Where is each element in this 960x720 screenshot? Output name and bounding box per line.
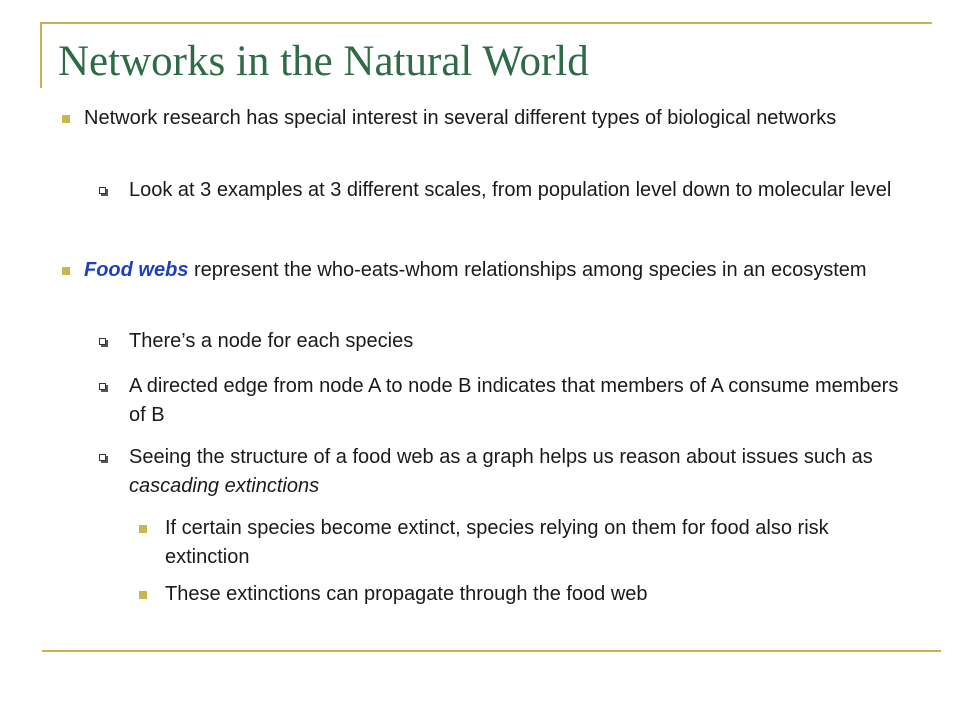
bullet-food-webs xyxy=(84,256,914,285)
bullet-network-research xyxy=(84,104,914,133)
sub-bullet-three-examples xyxy=(129,176,919,205)
hollow-square-bullet-icon xyxy=(99,187,106,194)
square-bullet-icon xyxy=(62,267,70,275)
square-bullet-icon xyxy=(62,115,70,123)
cascading-extinctions-term: cascading extinctions xyxy=(129,475,320,497)
bullet-text: There’s a node for each species xyxy=(129,330,414,352)
hollow-square-bullet-icon xyxy=(99,454,106,461)
square-bullet-icon xyxy=(139,591,147,599)
sub-bullet-node-per-species xyxy=(129,327,919,356)
bullet-text: A directed edge from node A to node B indicates that members of A consume members of B xyxy=(129,375,899,426)
bottom-rule xyxy=(42,650,941,652)
left-rule xyxy=(40,22,42,88)
sub-sub-bullet-propagate xyxy=(165,580,905,609)
sub-bullet-graph-structure xyxy=(129,443,919,501)
hollow-square-bullet-icon xyxy=(99,338,106,345)
bullet-text: If certain species become extinct, species relying on them for food also risk extinction xyxy=(165,517,829,568)
bullet-text: Network research has special interest in several different types of biological networks xyxy=(84,107,837,129)
sub-sub-bullet-extinct-species xyxy=(165,514,905,572)
bullet-text: These extinctions can propagate through the food web xyxy=(165,583,648,605)
bullet-text: Look at 3 examples at 3 different scales, from population level down to molecular level xyxy=(129,179,892,201)
top-rule xyxy=(40,22,932,24)
square-bullet-icon xyxy=(139,525,147,533)
bullet-text: represent the who-eats-whom relationships among species in an ecosystem xyxy=(188,259,867,281)
bullet-text: Seeing the structure of a food web as a graph helps us reason about issues such as xyxy=(129,446,873,468)
hollow-square-bullet-icon xyxy=(99,383,106,390)
sub-bullet-directed-edge xyxy=(129,372,919,430)
slide-title: Networks in the Natural World xyxy=(58,38,589,85)
food-webs-term: Food webs xyxy=(84,259,189,281)
